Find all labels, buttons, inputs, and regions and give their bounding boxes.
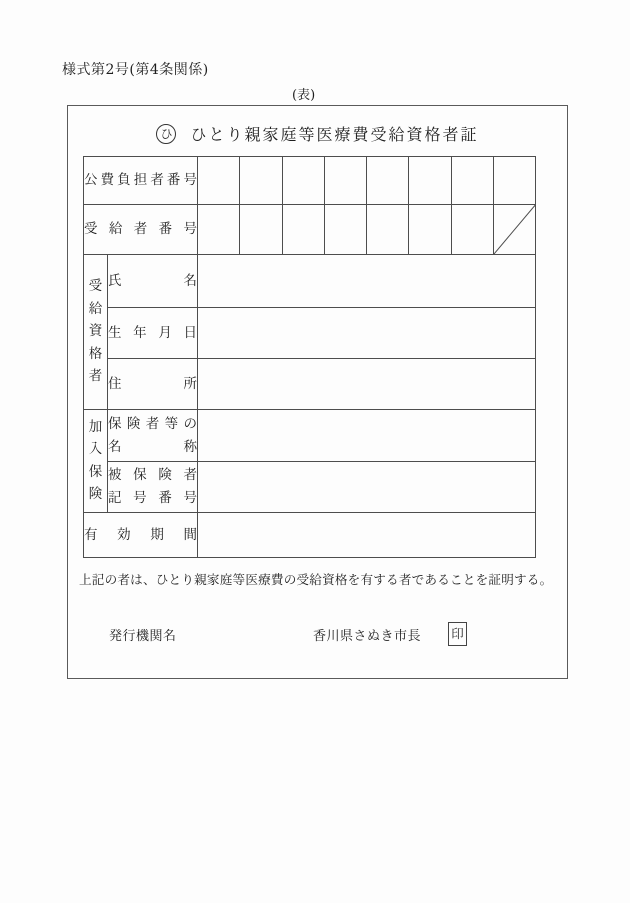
name-value-cell [198, 255, 536, 308]
seal-mark: 印 [451, 625, 464, 641]
validity-period-row [84, 513, 536, 558]
digit-cell [367, 205, 409, 255]
recipient-group-label: 受 給 資 格 者 [84, 255, 108, 410]
crossed-out-cell [493, 205, 535, 255]
name-row [84, 255, 536, 308]
validity-period-value-cell [198, 513, 536, 558]
digit-cell [324, 157, 366, 205]
diagonal-line [494, 205, 535, 254]
insurer-name-label: 保 険 者 等 の 名 称 [108, 410, 198, 462]
digit-cell [493, 157, 535, 205]
recipient-number-label: 受 給 者 番 号 [84, 205, 198, 255]
payer-number-label: 公 費 負 担 者 番 号 [84, 157, 198, 205]
front-side-label: (表) [292, 88, 316, 103]
birth-date-value-cell [198, 308, 536, 359]
digit-cell [451, 205, 493, 255]
digit-cell [409, 205, 451, 255]
form-number-label: 様式第2号(第4条関係) [62, 62, 209, 78]
address-label: 住 所 [108, 359, 198, 410]
insured-symbol-row [84, 462, 536, 513]
certificate-title-row [68, 122, 567, 145]
digit-cell [324, 205, 366, 255]
address-row [84, 359, 536, 410]
digit-cell [409, 157, 451, 205]
digit-cell [240, 157, 282, 205]
digit-cell [367, 157, 409, 205]
insurer-name-value-cell [198, 410, 536, 462]
eligibility-table [83, 156, 536, 558]
issuer-org-label: 発行機関名 [109, 629, 177, 644]
insured-symbol-label: 被 保 険 者 記 号 番 号 [108, 462, 198, 513]
digit-cell [198, 205, 240, 255]
insurance-group-label: 加 入 保 険 [84, 410, 108, 513]
hi-circle-badge: ひ [156, 124, 176, 144]
certification-text: 上記の者は、ひとり親家庭等医療費の受給資格を有する者であることを証明する。 [79, 572, 553, 587]
certificate-box [67, 105, 568, 679]
digit-cell [282, 205, 324, 255]
digit-cell [451, 157, 493, 205]
insurer-name-row [84, 410, 536, 462]
insured-symbol-value-cell [198, 462, 536, 513]
digit-cell [282, 157, 324, 205]
payer-number-row [84, 157, 536, 205]
certificate-title: ひとり親家庭等医療費受給資格者証 [190, 125, 479, 144]
name-label: 氏 名 [108, 255, 198, 308]
digit-cell [240, 205, 282, 255]
birth-date-label: 生 年 月 日 [108, 308, 198, 359]
address-value-cell [198, 359, 536, 410]
digit-cell [198, 157, 240, 205]
birth-date-row [84, 308, 536, 359]
seal-placeholder-box [448, 622, 467, 646]
issuer-name: 香川県さぬき市長 [313, 629, 422, 644]
recipient-number-row [84, 205, 536, 255]
validity-period-label: 有 効 期 間 [84, 513, 198, 558]
